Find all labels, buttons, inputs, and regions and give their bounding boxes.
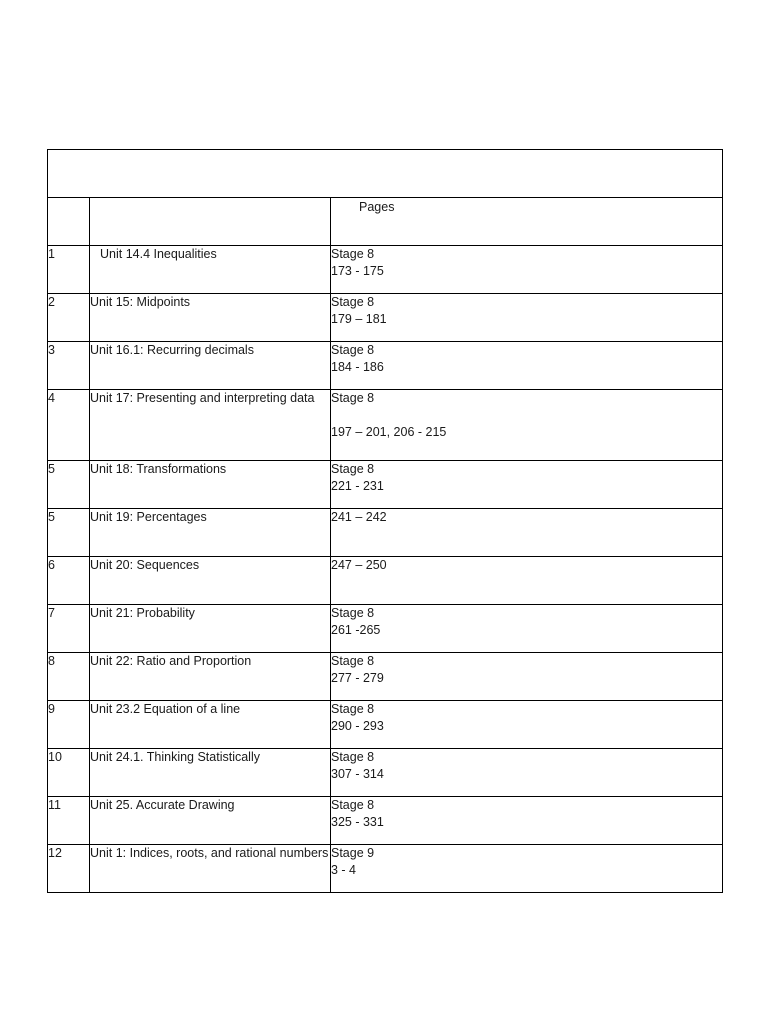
row-number: 8 bbox=[48, 653, 90, 701]
row-unit-text: Unit 1: Indices, roots, and rational numbers bbox=[90, 846, 329, 860]
row-number: 10 bbox=[48, 749, 90, 797]
row-pages bbox=[331, 845, 723, 893]
table-row bbox=[48, 845, 723, 893]
row-number: 12 bbox=[48, 845, 90, 893]
table-row bbox=[48, 461, 723, 509]
row-stage: Stage 8 bbox=[331, 702, 375, 716]
table-row bbox=[48, 797, 723, 845]
row-number: 3 bbox=[48, 342, 90, 390]
table-row bbox=[48, 390, 723, 461]
row-stage: Stage 8 bbox=[331, 798, 375, 812]
row-number: 5 bbox=[48, 509, 90, 557]
row-number: 2 bbox=[48, 294, 90, 342]
header-num-cell bbox=[48, 198, 90, 246]
row-number: 7 bbox=[48, 605, 90, 653]
table-row bbox=[48, 294, 723, 342]
row-unit-text: Unit 24.1. Thinking Statistically bbox=[90, 750, 260, 764]
row-stage: Stage 8 bbox=[331, 247, 375, 261]
row-page-range: 221 - 231 bbox=[331, 479, 384, 493]
row-spacer bbox=[331, 407, 722, 424]
row-page-range: 179 – 181 bbox=[331, 312, 387, 326]
row-unit-text: Unit 15: Midpoints bbox=[90, 295, 191, 309]
row-stage: Stage 8 bbox=[331, 462, 375, 476]
table-row bbox=[48, 509, 723, 557]
row-stage: Stage 8 bbox=[331, 750, 375, 764]
row-page-range: 247 – 250 bbox=[331, 558, 387, 572]
row-number: 4 bbox=[48, 390, 90, 461]
row-pages bbox=[331, 294, 723, 342]
row-stage: Stage 8 bbox=[331, 391, 375, 405]
header-pages-label: Pages bbox=[359, 200, 395, 214]
row-stage: Stage 9 bbox=[331, 846, 375, 860]
header-pages-cell bbox=[331, 198, 723, 246]
table-row bbox=[48, 246, 723, 294]
row-unit-text: Unit 18: Transformations bbox=[90, 462, 227, 476]
row-unit bbox=[90, 701, 331, 749]
row-unit-text: Unit 23.2 Equation of a line bbox=[90, 702, 241, 716]
row-unit bbox=[90, 461, 331, 509]
table-row bbox=[48, 701, 723, 749]
row-unit bbox=[90, 605, 331, 653]
unit-pages-table bbox=[47, 149, 723, 893]
table-row bbox=[48, 749, 723, 797]
row-unit-text: Unit 25. Accurate Drawing bbox=[90, 798, 235, 812]
row-unit bbox=[90, 342, 331, 390]
row-pages bbox=[331, 749, 723, 797]
row-page-range: 3 - 4 bbox=[331, 863, 357, 877]
row-pages bbox=[331, 342, 723, 390]
table-header-row bbox=[48, 198, 723, 246]
row-number: 6 bbox=[48, 557, 90, 605]
row-page-range: 197 – 201, 206 - 215 bbox=[331, 425, 447, 439]
row-pages bbox=[331, 605, 723, 653]
row-stage: Stage 8 bbox=[331, 654, 375, 668]
table-row bbox=[48, 605, 723, 653]
row-pages bbox=[331, 653, 723, 701]
row-unit bbox=[90, 246, 331, 294]
row-pages bbox=[331, 797, 723, 845]
row-page-range: 184 - 186 bbox=[331, 360, 384, 374]
row-pages bbox=[331, 246, 723, 294]
row-number: 5 bbox=[48, 461, 90, 509]
row-number: 9 bbox=[48, 701, 90, 749]
row-number: 1 bbox=[48, 246, 90, 294]
row-stage: Stage 8 bbox=[331, 343, 375, 357]
row-page-range: 325 - 331 bbox=[331, 815, 384, 829]
row-unit bbox=[90, 749, 331, 797]
row-stage: Stage 8 bbox=[331, 606, 375, 620]
table-row bbox=[48, 557, 723, 605]
row-unit bbox=[90, 797, 331, 845]
row-unit-text: Unit 22: Ratio and Proportion bbox=[90, 654, 252, 668]
header-unit-cell bbox=[90, 198, 331, 246]
row-page-range: 241 – 242 bbox=[331, 510, 387, 524]
row-pages bbox=[331, 701, 723, 749]
row-unit bbox=[90, 845, 331, 893]
row-stage: Stage 8 bbox=[331, 295, 375, 309]
row-unit-text: Unit 20: Sequences bbox=[90, 558, 200, 572]
row-unit-text: Unit 16.1: Recurring decimals bbox=[90, 343, 254, 357]
row-unit-text: Unit 14.4 Inequalities bbox=[100, 247, 217, 261]
row-page-range: 277 - 279 bbox=[331, 671, 384, 685]
row-unit bbox=[90, 557, 331, 605]
row-pages bbox=[331, 509, 723, 557]
row-unit bbox=[90, 509, 331, 557]
row-pages bbox=[331, 390, 723, 461]
row-page-range: 173 - 175 bbox=[331, 264, 384, 278]
row-unit-text: Unit 21: Probability bbox=[90, 606, 195, 620]
row-unit-text: Unit 17: Presenting and interpreting data bbox=[90, 391, 315, 405]
row-number: 11 bbox=[48, 797, 90, 845]
row-pages bbox=[331, 557, 723, 605]
row-unit bbox=[90, 653, 331, 701]
row-unit bbox=[90, 294, 331, 342]
table-title-row bbox=[48, 150, 723, 198]
row-unit bbox=[90, 390, 331, 461]
table-row bbox=[48, 342, 723, 390]
table-title-cell bbox=[48, 150, 723, 198]
row-page-range: 261 -265 bbox=[331, 623, 381, 637]
row-unit-text: Unit 19: Percentages bbox=[90, 510, 207, 524]
row-page-range: 307 - 314 bbox=[331, 767, 384, 781]
table-row bbox=[48, 653, 723, 701]
row-page-range: 290 - 293 bbox=[331, 719, 384, 733]
row-pages bbox=[331, 461, 723, 509]
